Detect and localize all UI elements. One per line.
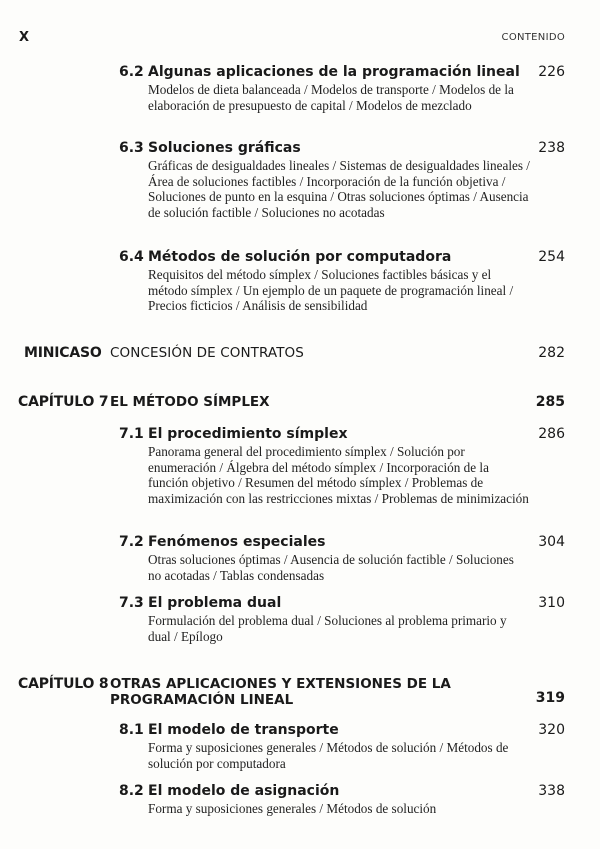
toc-section-6-2[interactable] xyxy=(119,64,565,113)
section-topics: Modelos de dieta balanceada / Modelos de transporte / Modelos de la elaboración de presupuesto de capital / Modelos de mezclado xyxy=(148,82,514,113)
toc-section-6-4[interactable] xyxy=(119,249,565,314)
section-title[interactable]: El modelo de asignación xyxy=(148,783,340,799)
section-page: 320 xyxy=(538,722,565,738)
running-head: CONTENIDO xyxy=(501,32,565,43)
section-topics: Otras soluciones óptimas / Ausencia de solución factible / Soluciones no acotadas / Tablas condensadas xyxy=(148,552,514,583)
chapter-label: CAPÍTULO 7 xyxy=(18,394,109,410)
section-topics: Forma y suposiciones generales / Métodos de solución xyxy=(148,801,437,816)
minicase-title[interactable]: CONCESIÓN DE CONTRATOS xyxy=(110,345,304,361)
toc-section-8-1[interactable] xyxy=(119,722,565,771)
chapter-title-line-2[interactable]: PROGRAMACIÓN LINEAL xyxy=(110,692,294,708)
section-topics: Formulación del problema dual / Soluciones al problema primario y dual / Epílogo xyxy=(148,613,507,644)
section-page: 226 xyxy=(538,64,565,80)
chapter-page: 319 xyxy=(535,690,565,706)
minicase-page: 282 xyxy=(538,345,565,361)
chapter-title[interactable]: EL MÉTODO SÍMPLEX xyxy=(110,394,270,410)
section-page: 304 xyxy=(538,534,565,550)
section-title[interactable]: Algunas aplicaciones de la programación lineal xyxy=(148,64,520,80)
toc-section-7-3[interactable] xyxy=(119,595,565,644)
section-number: 8.2 xyxy=(119,783,144,799)
section-page: 310 xyxy=(538,595,565,611)
section-number: 6.4 xyxy=(119,249,144,265)
section-number: 6.2 xyxy=(119,64,144,80)
section-title[interactable]: Fenómenos especiales xyxy=(148,534,326,550)
minicase-label: MINICASO xyxy=(24,345,102,361)
section-topics: Panorama general del procedimiento símplex / Solución por enumeración / Álgebra del método símplex / Incorporación de la función objetivo / Resumen del método símplex / Problemas de maximización con las restricciones mixtas / Problemas de minimización xyxy=(148,444,529,506)
section-topics: Requisitos del método símplex / Soluciones factibles básicas y el método símplex / Un ejemplo de un paquete de programación lineal / Precios ficticios / Análisis de sensibilidad xyxy=(148,267,514,314)
section-title[interactable]: Métodos de solución por computadora xyxy=(148,249,452,265)
section-page: 238 xyxy=(538,140,565,156)
section-number: 7.2 xyxy=(119,534,144,550)
toc-section-8-2[interactable] xyxy=(119,783,565,817)
section-page: 254 xyxy=(538,249,565,265)
chapter-title-line-1[interactable]: OTRAS APLICACIONES Y EXTENSIONES DE LA xyxy=(110,676,451,692)
chapter-label: CAPÍTULO 8 xyxy=(18,676,109,692)
section-title[interactable]: El procedimiento símplex xyxy=(148,426,348,442)
toc-section-6-3[interactable] xyxy=(119,140,565,220)
page-number: X xyxy=(19,30,30,45)
section-number: 8.1 xyxy=(119,722,144,738)
section-topics: Forma y suposiciones generales / Métodos de solución / Métodos de solución por computadora xyxy=(148,740,509,771)
toc-section-7-2[interactable] xyxy=(119,534,565,583)
chapter-page: 285 xyxy=(535,394,565,410)
section-title[interactable]: El modelo de transporte xyxy=(148,722,339,738)
section-topics: Gráficas de desigualdades lineales / Sistemas de desigualdades lineales / Área de soluciones factibles / Incorporación de la función objetiva / Soluciones de punto en la esquina / Otras soluciones óptimas / Ausencia de solución factible / Soluciones no acotadas xyxy=(148,158,530,220)
section-page: 338 xyxy=(538,783,565,799)
section-number: 6.3 xyxy=(119,140,144,156)
section-number: 7.1 xyxy=(119,426,144,442)
toc-section-7-1[interactable] xyxy=(119,426,565,506)
section-title[interactable]: Soluciones gráficas xyxy=(148,140,301,156)
section-title[interactable]: El problema dual xyxy=(148,595,282,611)
section-number: 7.3 xyxy=(119,595,144,611)
section-page: 286 xyxy=(538,426,565,442)
